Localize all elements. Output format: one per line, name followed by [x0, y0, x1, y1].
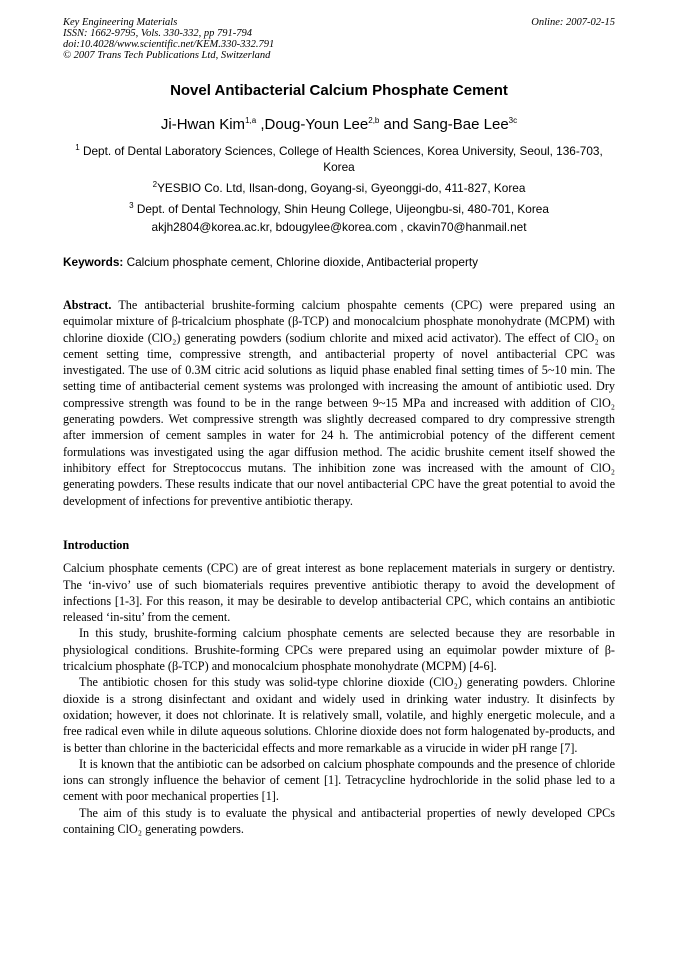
- affiliation-text: Dept. of Dental Technology, Shin Heung College, Uijeongbu-si, 480-701, Korea: [133, 201, 549, 216]
- journal-header: [63, 17, 274, 61]
- journal-name: Key Engineering Materials: [63, 17, 178, 28]
- affiliation-number: 3: [129, 201, 134, 210]
- intro-paragraph: Calcium phosphate cements (CPC) are of great interest as bone replacement materials in surgery or dentistry. The ‘in-vivo’ use of such biomaterials requires preventive antibiotic therapy to avoid the development of infections [1-3]. For this reason, it may be desirable to develop antibacterial CPC, which contains an antibiotic released ‘in-situ’ from the cement.: [63, 561, 615, 625]
- affiliation-text: YESBIO Co. Ltd, Ilsan-dong, Goyang-si, Gyeonggi-do, 411-827, Korea: [157, 180, 526, 195]
- affiliation-1: [63, 140, 615, 175]
- introduction-heading: Introduction: [63, 538, 130, 552]
- affiliation-3: [63, 198, 615, 217]
- online-date: Online: 2007-02-15: [531, 17, 615, 28]
- intro-paragraph: It is known that the antibiotic can be adsorbed on calcium phosphate compounds and the presence of chloride ions can strongly influence the behavior of cement [1]. Tetracycline hydrochloride in the solid phase led to a cement with poor mechanical properties [1].: [63, 756, 615, 804]
- paper-title: Novel Antibacterial Calcium Phosphate Cement: [170, 82, 508, 99]
- affiliation-number: 2: [152, 180, 158, 189]
- keywords: [63, 255, 615, 269]
- author-list: [0, 116, 678, 133]
- intro-paragraph: The antibiotic chosen for this study was solid-type chlorine dioxide (ClO₂) generating powders. Chlorine dioxide is a strong disinfectant and oxidant and widely used in drinking water industry. It disinfects by oxidation; however, it does not chlorinate. It is relatively small, volatile, and highly energetic molecule, and a free radical even while in dilute aqueous solutions. Chlorine dioxide does not form halogenated by-products, and is better than chlorine in the bactericidal effects and more remarkable as a virucide in wider pH range [7].: [63, 675, 615, 755]
- author-affiliation-mark: 3c: [508, 116, 518, 125]
- author-name: Ji-Hwan Kim: [160, 116, 246, 133]
- introduction-section: [63, 537, 615, 837]
- author-separator: and: [379, 116, 413, 133]
- author-name: Sang-Bae Lee: [412, 116, 509, 133]
- author-affiliation-mark: 2,b: [368, 116, 380, 125]
- abstract-text: The antibacterial brushite-forming calcium phospahte cements (CPC) were prepared using an equimolar mixture of β-tricalcium phosphate (β-TCP) and monocalcium phosphate monohydrate (MCPM) with chlorine dioxide (ClO₂) generating powders (sodium chlorite and mixed acid activator). The effect of ClO₂ on cement setting time, compressive strength, and antibacterial property of novel antibacterial CPC was investigated. The use of 0.3M citric acid solutions as liquid phase enabled final setting times of 5~10 min. The setting time of antibacterial cement systems was prolonged with increasing the amount of antibiotic used. Dry compressive strength was found to be in the range between 9~15 MPa and increased with addition of ClO₂ generating powders. Wet compressive strength was slightly decreased compared to dry compressive strength after immersion of cement samples in water for 24 h. The antimicrobial potency of the different cement formulations was investigated using the agar diffusion method. The acidic brushite cement itself showed the inhibitory effect for Streptococcus mutans. The inhibition zone was increased with the amount of ClO₂ generating powders. These results indicate that our novel antibacterial CPC have the great potential to avoid the development of infections for preventive antibiotic therapy.: [63, 298, 615, 508]
- affiliation-2: [63, 177, 615, 196]
- author-emails: akjh2804@korea.ac.kr, bdougylee@korea.com , ckavin70@hanmail.net: [151, 220, 527, 234]
- affiliation-number: 1: [75, 143, 80, 152]
- keywords-label: Keywords:: [63, 255, 124, 269]
- keywords-text: Calcium phosphate cement, Chlorine dioxide, Antibacterial property: [123, 255, 479, 269]
- copyright-line: © 2007 Trans Tech Publications Ltd, Switzerland: [63, 50, 271, 61]
- author-name: Doug-Youn Lee: [264, 116, 369, 133]
- abstract: [63, 297, 615, 509]
- author-separator: ,: [256, 116, 265, 133]
- doi-line: doi:10.4028/www.scientific.net/KEM.330-332.791: [63, 39, 275, 50]
- issn-line: ISSN: 1662-9795, Vols. 330-332, pp 791-794: [63, 28, 252, 39]
- abstract-label: Abstract.: [63, 298, 112, 312]
- affiliation-text: Dept. of Dental Laboratory Sciences, College of Health Sciences, Korea University, Seoul, 136-703, Korea: [79, 143, 603, 174]
- author-affiliation-mark: 1,a: [245, 116, 257, 125]
- intro-paragraph: In this study, brushite-forming calcium phosphate cements are selected because they are resorbable in physiological conditions. Brushite-forming CPCs were prepared using an equimolar powder mixture of β-tricalcium phosphate (β-TCP) and monocalcium phosphate monohydrate (MCPM) [4-6].: [63, 626, 615, 674]
- intro-paragraph: The aim of this study is to evaluate the physical and antibacterial properties of newly developed CPCs containing ClO₂ generating powders.: [63, 805, 615, 837]
